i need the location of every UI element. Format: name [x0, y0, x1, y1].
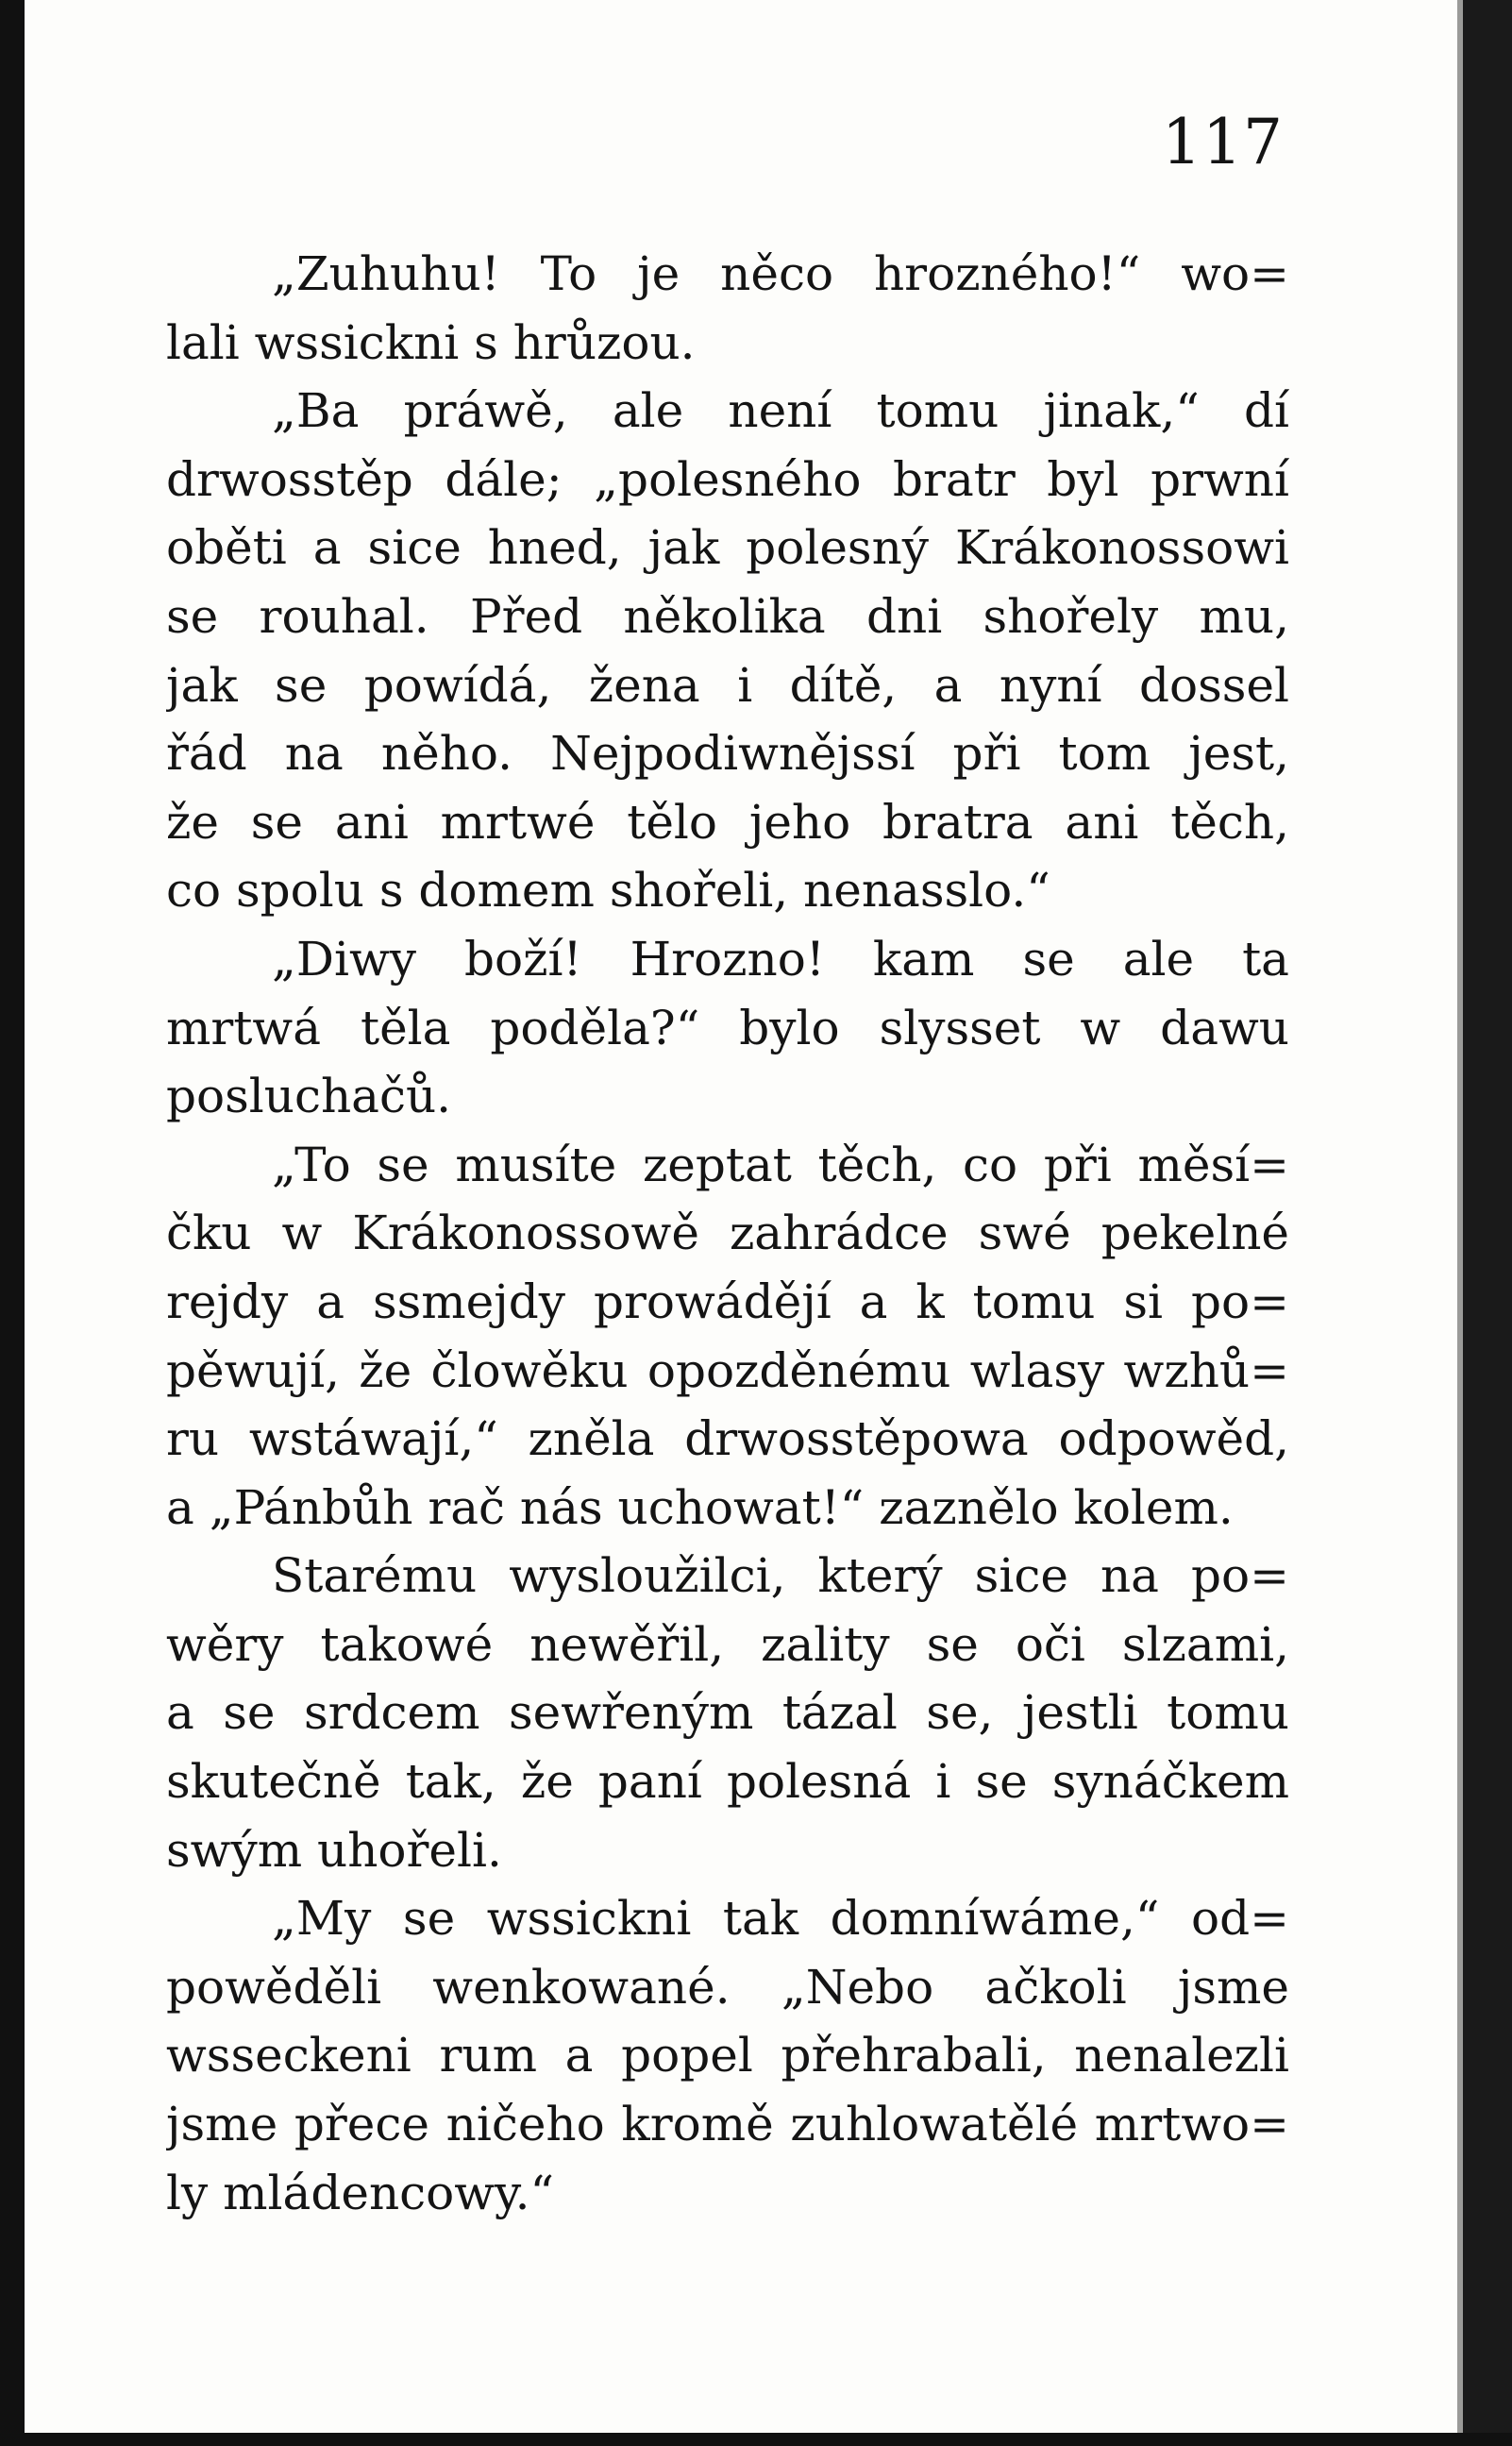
text-line: mrtwá těla poděla?“ bylo slysset w dawu	[166, 1000, 1289, 1055]
body-text	[166, 240, 1289, 2227]
paragraph-5	[166, 1542, 1289, 1884]
text-line: „To se musíte zeptat těch, co při měsí=	[272, 1137, 1289, 1192]
text-line: „Diwy boží! Hrozno! kam se ale ta	[272, 931, 1289, 987]
scan-edge-right	[1463, 0, 1512, 2446]
text-line: „Zuhuhu! To je něco hrozného!“ wo=	[272, 246, 1289, 301]
text-line: wsseckeni rum a popel přehrabali, nenalezli	[166, 2028, 1289, 2083]
text-line: jsme přece ničeho kromě zuhlowatělé mrtwo=	[166, 2097, 1289, 2152]
text-line: oběti a sice hned, jak polesný Krákonossowi	[166, 520, 1289, 576]
paragraph-4	[166, 1131, 1289, 1543]
paragraph-6	[166, 1884, 1289, 2227]
text-line: co spolu s domem shořeli, nenasslo.“	[166, 863, 1050, 919]
text-line: rejdy a ssmejdy prowádějí a k tomu si po=	[166, 1274, 1289, 1329]
text-line: „Ba práwě, ale není tomu jinak,“ dí	[272, 383, 1289, 439]
text-line: ru wstáwají,“ zněla drwosstěpowa odpowěd,	[166, 1411, 1289, 1467]
text-line: a se srdcem sewřeným tázal se, jestli tomu	[166, 1685, 1289, 1741]
text-line: skutečně tak, že paní polesná i se synáčkem	[166, 1754, 1289, 1810]
text-line: posluchačů.	[166, 1069, 452, 1124]
page-number: 117	[1162, 106, 1284, 178]
text-line: powěděli wenkowané. „Nebo ačkoli jsme	[166, 1959, 1289, 2015]
scan-edge-bottom	[0, 2433, 1512, 2446]
text-line: swým uhořeli.	[166, 1822, 502, 1878]
text-line: „My se wssickni tak domníwáme,“ od=	[272, 1891, 1289, 1947]
text-line: Starému wysloužilci, který sice na po=	[272, 1548, 1289, 1604]
text-line: že se ani mrtwé tělo jeho bratra ani těch,	[166, 794, 1289, 850]
paragraph-1	[166, 240, 1289, 377]
paragraph-3	[166, 925, 1289, 1131]
scan-edge-left	[0, 0, 25, 2446]
text-line: wěry takowé newěřil, zality se oči slzami,	[166, 1616, 1289, 1672]
text-line: a „Pánbůh rač nás uchowat!“ zaznělo kolem.	[166, 1479, 1234, 1535]
text-line: řád na něho. Nejpodiwnějssí při tom jest,	[166, 726, 1289, 782]
text-line: jak se powídá, žena i dítě, a nyní dossel	[166, 657, 1289, 713]
text-line: drwosstěp dále; „polesného bratr byl prwní	[166, 451, 1289, 507]
text-line: ly mládencowy.“	[166, 2165, 555, 2220]
text-line: čku w Krákonossowě zahrádce swé pekelné	[166, 1206, 1289, 1261]
paragraph-2	[166, 377, 1289, 925]
text-line: lali wssickni s hrůzou.	[166, 314, 696, 370]
text-line: pěwují, že člowěku opozděnému wlasy wzhů=	[166, 1342, 1289, 1398]
text-line: se rouhal. Před několika dni shořely mu,	[166, 588, 1289, 644]
